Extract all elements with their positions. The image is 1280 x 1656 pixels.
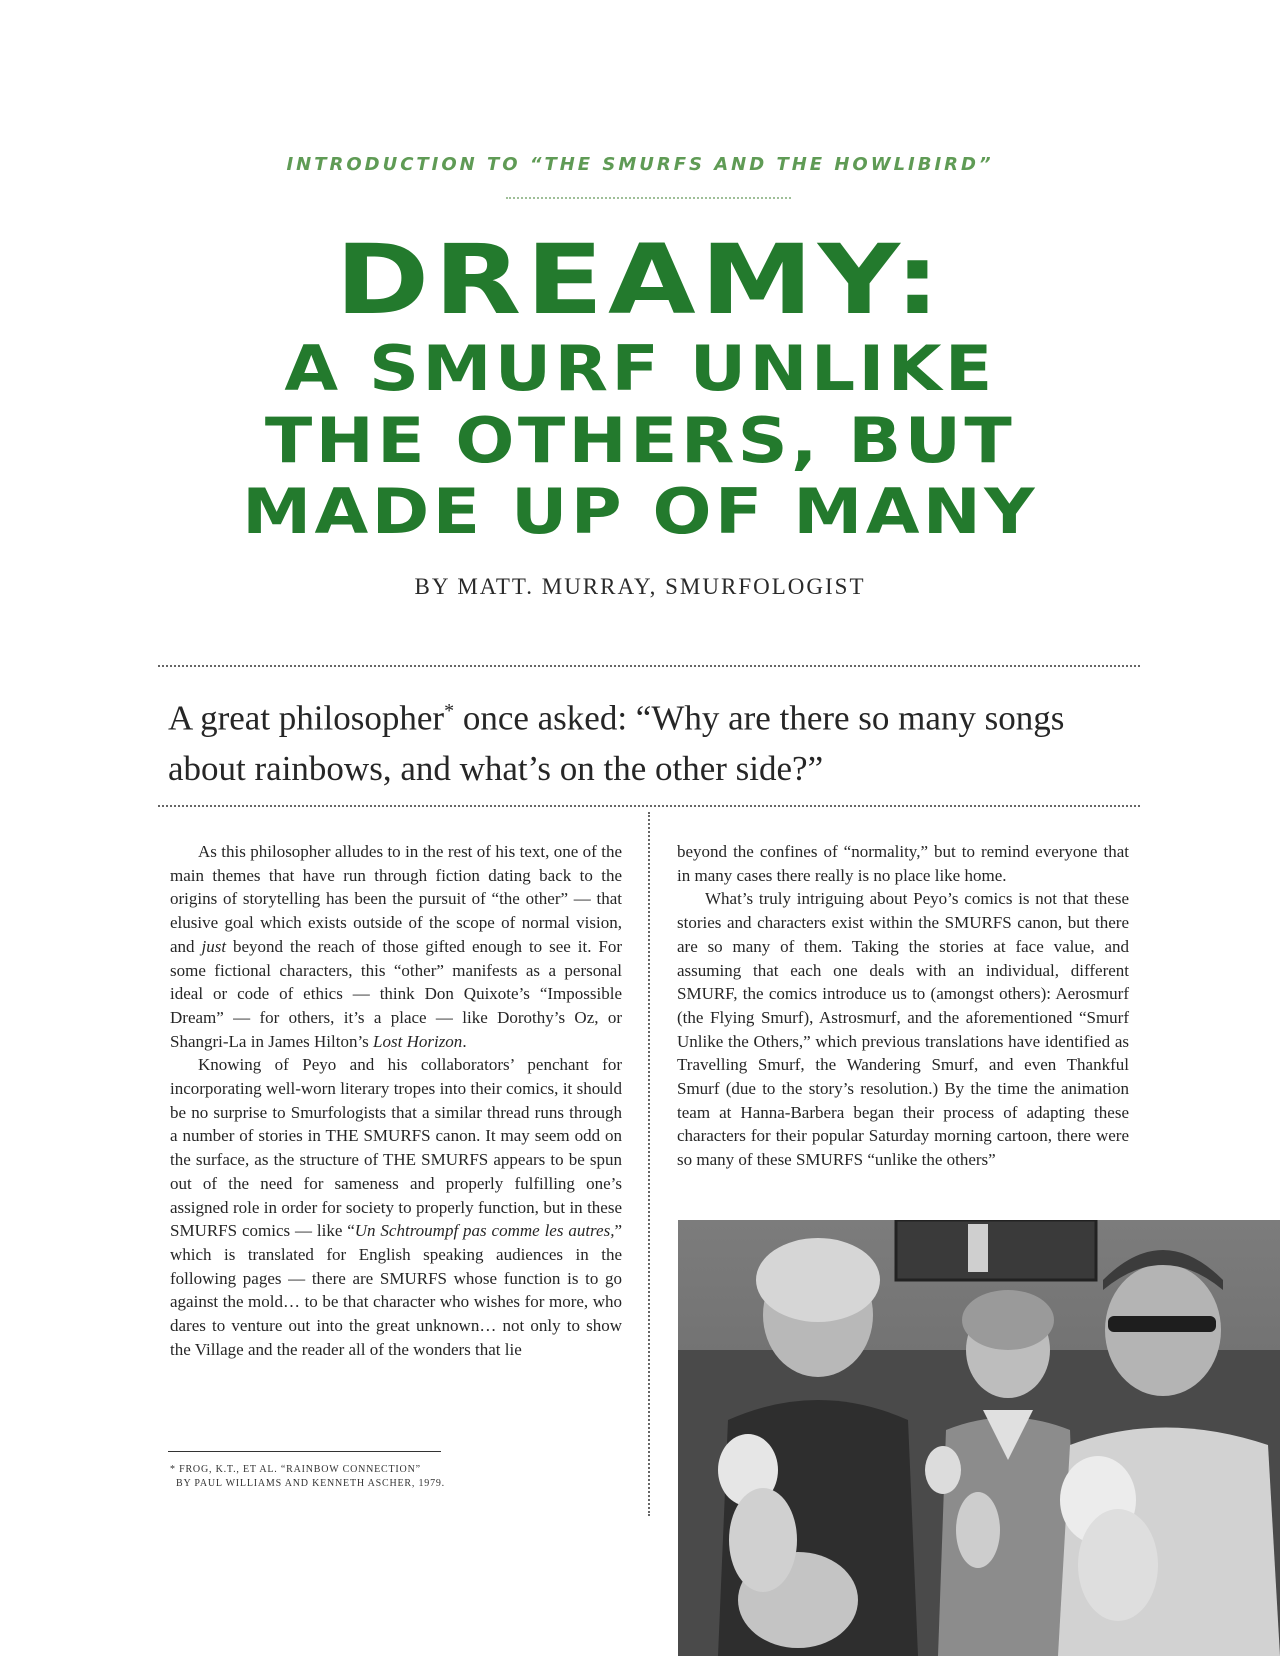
title-line-3: THE OTHERS, BUT	[264, 404, 1016, 477]
deck-top-divider	[158, 665, 1140, 667]
deck-text-end: once asked: “Why are there so many songs about rainbows, and what’s on the other side?”	[168, 698, 1065, 788]
column-divider	[648, 812, 650, 1516]
paragraph-1-text-a: As this philosopher alludes to in the rest of his text, one of the main themes that have run through fiction dating back to the origins of storytelling has been the pursuit of “the other” — that elusive goal which exists outside of the scope of normal vision, and	[170, 842, 622, 956]
footnote	[170, 1463, 490, 1491]
footnote-line-2: BY PAUL WILLIAMS AND KENNETH ASCHER, 1979.	[176, 1478, 445, 1489]
title-line-2: A SMURF UNLIKE	[284, 332, 996, 405]
paragraph-3: beyond the confines of “normality,” but to remind everyone that in many cases there really is no place like home.	[677, 842, 1129, 885]
body-column-right	[677, 840, 1129, 1172]
paragraph-1-text-b: beyond the reach of those gifted enough to see it. For some fictional characters, this “other” manifests as a personal ideal or code of ethics — think Don Quixote’s “Impossible Dream” — for others, it’s a place — like Dorothy’s Oz, or Shangri-La in James Hilton’s	[170, 936, 623, 1051]
title-line-4: MADE UP OF MANY	[242, 475, 1038, 548]
paragraph-1-emphasis: just	[201, 936, 227, 956]
paragraph-4: What’s truly intriguing about Peyo’s comics is not that these stories and characters exist within the SMURFS canon, but there are so many of them. Taking the stories at face value, and assuming that each one deals with an individual, different SMURF, the comics introduce us to (amongst others): Aerosmurf (the Flying Smurf), Astrosmurf, and the aforementioned “Smurf Unlike the Others,” which previous translations have identified as Travelling Smurf, the Wandering Smurf, and even Thankful Smurf (due to the story’s resolution.) By the time the animation team at Hanna-Barbera began their process of adapting these characters for their popular Saturday morning cartoon, there were so many of these SMURFS “unlike the others”	[677, 889, 1129, 1170]
deck-quote	[168, 686, 1140, 794]
title-line-1: DREAMY:	[335, 224, 945, 336]
paragraph-2-text-a: Knowing of Peyo and his collaborators’ penchant for incorporating well-worn literary tropes into their comics, it should be no surprise to Smurfologists that a similar thread runs through a number of stories in THE SMURFS canon. It may seem odd on the surface, as the structure of THE SMURFS appears to be spun out of the need for sameness and properly fulfilling one’s assigned role in order for society to properly function, but in these SMURFS comics — like “	[170, 1055, 622, 1241]
paragraph-2	[170, 1053, 622, 1361]
section-kicker: INTRODUCTION TO “THE SMURFS AND THE HOWLIBIRD”	[286, 154, 994, 175]
paragraph-2-text-b: ” which is translated for English speaking audiences in the following pages — there are SMURFS whose function is to go against the mold… to be that character who wishes for more, who dares to venture out into the great unknown… not only to show the Village and the reader all of the wonders that lie	[170, 1221, 622, 1359]
family-photo-illustration	[678, 1220, 1280, 1656]
kicker-divider	[506, 197, 791, 199]
byline: BY MATT. MURRAY, SMURFOLOGIST	[414, 574, 866, 599]
body-column-left	[170, 840, 622, 1361]
footnote-line-1: * FROG, K.T., ET AL. “RAINBOW CONNECTION”	[170, 1464, 421, 1475]
footnote-marker: *	[444, 700, 455, 722]
paragraph-1-text-c: .	[462, 1031, 467, 1051]
deck-text-start: A great philosopher	[168, 698, 445, 738]
paragraph-2-emphasis: Un Schtroumpf pas comme les autres,	[354, 1221, 615, 1241]
paragraph-1-book-title: Lost Horizon	[373, 1031, 463, 1051]
paragraph-1	[170, 840, 622, 1053]
deck-bottom-divider	[158, 805, 1140, 807]
family-photo	[678, 1220, 1280, 1656]
footnote-divider	[168, 1451, 441, 1452]
